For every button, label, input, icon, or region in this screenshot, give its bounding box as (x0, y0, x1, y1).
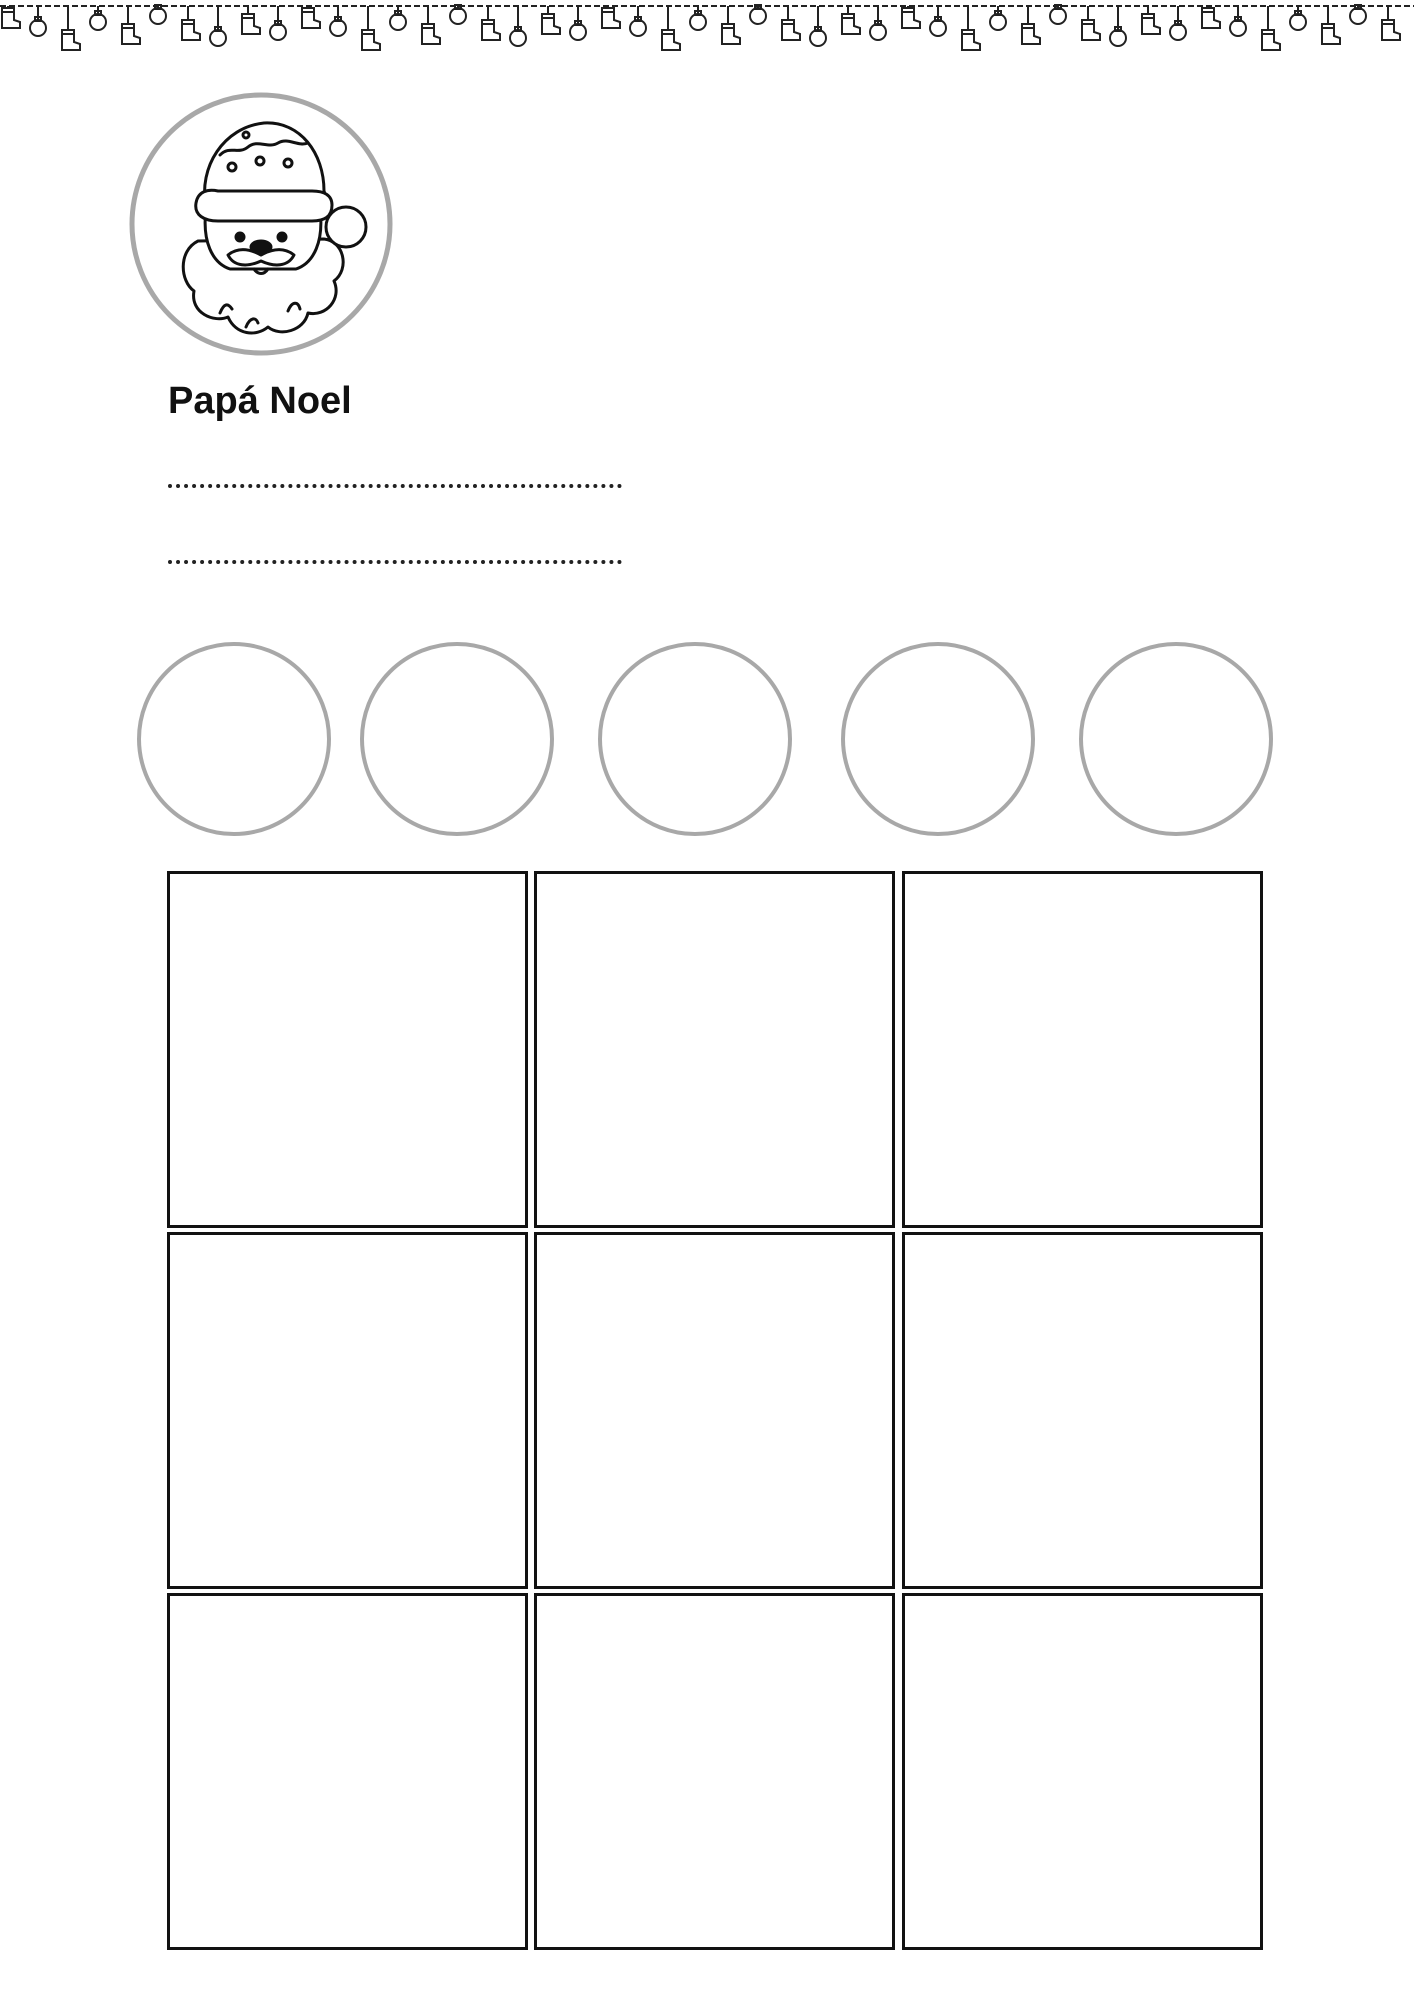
santa-face-icon (128, 91, 394, 357)
letter-circle[interactable] (841, 642, 1035, 836)
ornament-icon (630, 20, 646, 36)
ornament-icon (1350, 8, 1366, 24)
ornament-icon (1170, 24, 1186, 40)
letter-circle[interactable] (1079, 642, 1273, 836)
garland-border (0, 0, 1414, 72)
drawing-grid (167, 871, 1263, 1951)
drawing-box[interactable] (534, 1593, 895, 1950)
ornament-icon (30, 20, 46, 36)
ornament-icon (1230, 20, 1246, 36)
ornament-icon (450, 8, 466, 24)
letter-circle[interactable] (360, 642, 554, 836)
ornament-icon (390, 14, 406, 30)
ornament-icon (810, 30, 826, 46)
drawing-box[interactable] (902, 1232, 1263, 1589)
drawing-box[interactable] (167, 1232, 528, 1589)
page-title: Papá Noel (168, 380, 352, 422)
drawing-box[interactable] (902, 871, 1263, 1228)
ornament-icon (930, 20, 946, 36)
ornament-icon (690, 14, 706, 30)
letter-circle[interactable] (137, 642, 331, 836)
ornament-icon (330, 20, 346, 36)
writing-line[interactable] (168, 484, 622, 488)
ornament-icon (1110, 30, 1126, 46)
drawing-box[interactable] (534, 1232, 895, 1589)
ornament-icon (150, 8, 166, 24)
ornament-icon (870, 24, 886, 40)
writing-line[interactable] (168, 560, 622, 564)
ornament-icon (1290, 14, 1306, 30)
ornament-icon (270, 24, 286, 40)
drawing-box[interactable] (534, 871, 895, 1228)
drawing-box[interactable] (167, 1593, 528, 1950)
drawing-box[interactable] (902, 1593, 1263, 1950)
ornament-icon (1050, 8, 1066, 24)
ornament-icon (750, 8, 766, 24)
ornament-icon (210, 30, 226, 46)
ornament-icon (90, 14, 106, 30)
drawing-box[interactable] (167, 871, 528, 1228)
letter-circle[interactable] (598, 642, 792, 836)
ornament-icon (570, 24, 586, 40)
ornament-icon (990, 14, 1006, 30)
ornament-icon (510, 30, 526, 46)
